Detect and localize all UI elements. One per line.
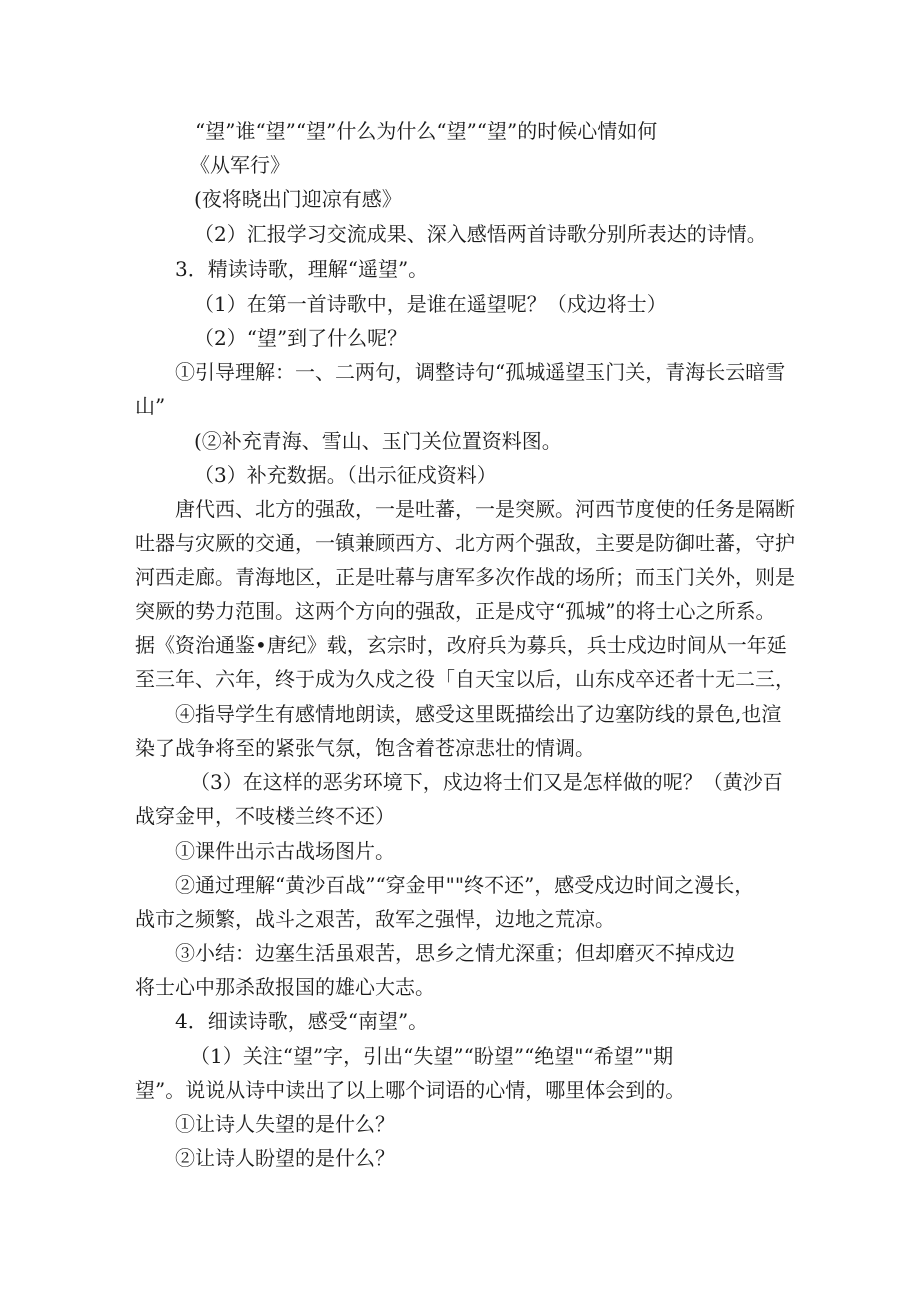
text-line-22: ①课件出示古战场图片。	[175, 839, 395, 863]
text-line-6: （1）在第一首诗歌中，是谁在遥望呢？（戍边将士）	[194, 292, 667, 316]
text-line-29: 望”。说说从诗中读出了以上哪个词语的心情，哪里体会到的。	[135, 1078, 686, 1102]
text-line-12: 唐代西、北方的强敌，一是吐蕃，一是突厥。河西节度使的任务是隔断	[175, 497, 795, 521]
text-line-1: “望”谁“望”“望”什么为什么“望”“望”的时候心情如何	[195, 119, 658, 143]
text-line-31: ②让诗人盼望的是什么？	[175, 1146, 395, 1170]
text-line-30: ①让诗人失望的是什么？	[175, 1112, 395, 1136]
text-line-8: ①引导理解：一、二两句，调整诗句“孤城遥望玉门关，青海长云暗雪	[175, 360, 786, 384]
text-line-26: 将士心中那杀敌报国的雄心大志。	[135, 975, 435, 999]
text-line-4: （2）汇报学习交流成果、深入感悟两首诗歌分别所表达的诗情。	[194, 222, 767, 246]
text-line-23: ②通过理解“黄沙百战”“穿金甲""终不还”，感受戍边时间之漫长，	[175, 873, 755, 897]
text-line-19: 染了战争将至的紧张气氛，饱含着苍凉悲壮的情调。	[135, 736, 595, 760]
text-line-7: （2）“望”到了什么呢？	[194, 326, 408, 350]
text-line-5: 3．精读诗歌，理解“遥望”。	[175, 257, 429, 281]
text-line-21: 战穿金甲，不吱楼兰终不还）	[135, 804, 395, 828]
text-line-9: 山”	[135, 394, 166, 418]
text-line-27: 4．细读诗歌，感受“南望”。	[175, 1009, 429, 1033]
text-line-10: (②补充青海、雪山、玉门关位置资料图。	[194, 429, 562, 453]
text-line-25: ③小结：边塞生活虽艰苦，思乡之情尤深重；但却磨灭不掉戍边	[175, 941, 735, 965]
text-line-28: （1）关注“望”字，引出“失望”“盼望”“绝望"“希望”"期	[190, 1044, 674, 1068]
text-line-18: ④指导学生有感情地朗读，感受这里既描绘出了边塞防线的景色,也渲	[175, 702, 782, 726]
text-line-14: 河西走廊。青海地区，正是吐幕与唐军多次作战的场所；而玉门关外，则是	[135, 565, 795, 589]
text-line-17: 至三年、六年，终于成为久戍之役「自天宝以后，山东戍卒还者十无二三，	[135, 667, 795, 691]
text-line-24: 战市之频繁，战斗之艰苦，敌军之强悍，边地之荒凉。	[135, 907, 615, 931]
text-line-2: 《从军行》	[190, 153, 290, 177]
text-line-15: 突厥的势力范围。这两个方向的强敌，正是戍守“孤城”的将士心之所系。	[135, 599, 776, 623]
text-line-20: （3）在这样的恶劣环境下，戍边将士们又是怎样做的呢？（黄沙百	[190, 770, 783, 794]
text-line-3: (夜将晓出门迎凉有感》	[194, 187, 402, 211]
text-line-13: 吐器与灾厥的交通，一镇兼顾西方、北方两个强敌，主要是防御吐蕃，守护	[135, 531, 795, 555]
text-line-11: （3）补充数据。（出示征戍资料）	[194, 463, 497, 487]
text-line-16: 据《资治通鉴•唐纪》载，玄宗时，改府兵为募兵，兵士戍边时间从一年延	[135, 633, 787, 657]
